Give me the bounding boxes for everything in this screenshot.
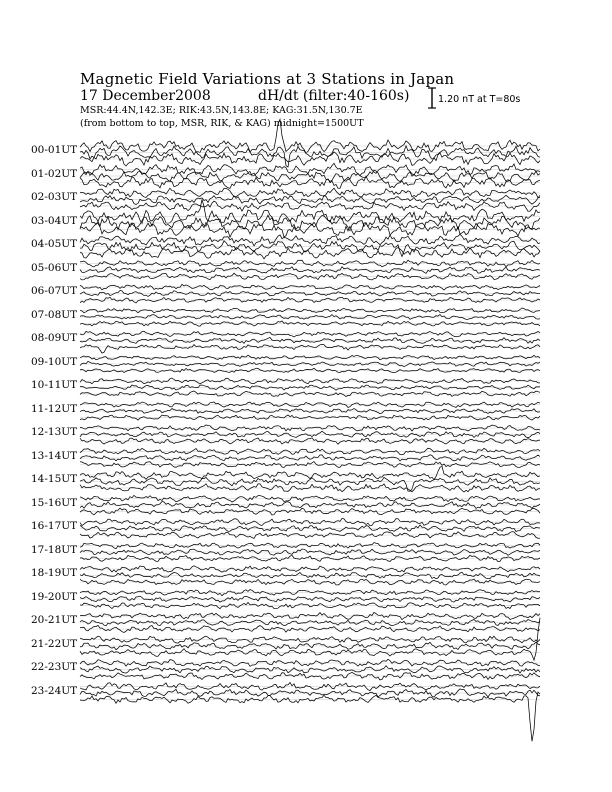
trace-msr bbox=[80, 391, 540, 397]
hour-row-label: 11-12UT bbox=[31, 402, 78, 415]
hour-row-label: 04-05UT bbox=[31, 238, 78, 250]
hour-row-label: 07-08UT bbox=[31, 308, 78, 321]
hour-row-label: 17-18UT bbox=[31, 543, 78, 556]
trace-order-note: (from bottom to top, MSR, RIK, & KAG) midnight=1500UT bbox=[80, 118, 364, 129]
trace-kag bbox=[80, 402, 540, 407]
filter-label: dH/dt (filter:40-160s) bbox=[258, 88, 410, 104]
trace-rik bbox=[80, 195, 540, 204]
hour-row-label: 23-24UT bbox=[31, 684, 78, 697]
trace-kag bbox=[80, 200, 540, 224]
hour-row-label: 08-09UT bbox=[31, 332, 78, 344]
hour-row-label: 02-03UT bbox=[31, 191, 78, 203]
hour-row-label: 03-04UT bbox=[31, 214, 78, 227]
station-coords: MSR:44.4N,142.3E; RIK:43.5N,143.8E; KAG:31.5N,130.7E bbox=[80, 105, 363, 116]
hour-row-label: 09-10UT bbox=[31, 355, 78, 368]
trace-kag bbox=[80, 119, 540, 153]
hour-row-label: 16-17UT bbox=[31, 520, 78, 532]
hour-row-label: 22-23UT bbox=[31, 661, 78, 673]
hour-row-label: 01-02UT bbox=[31, 167, 78, 180]
hour-row-label: 00-01UT bbox=[31, 144, 78, 156]
trace-rik bbox=[80, 525, 540, 532]
hour-row-label: 15-16UT bbox=[31, 496, 78, 509]
hour-row-label: 12-13UT bbox=[31, 426, 78, 438]
hour-row-label: 13-14UT bbox=[31, 449, 78, 462]
trace-kag bbox=[80, 495, 540, 502]
scale-label: 1.20 nT at T=80s bbox=[438, 94, 521, 105]
hour-row-label: 06-07UT bbox=[31, 285, 78, 297]
trace-msr bbox=[80, 344, 540, 353]
trace-msr bbox=[80, 297, 540, 303]
hour-row-label: 19-20UT bbox=[31, 590, 78, 603]
trace-kag bbox=[80, 467, 540, 480]
hour-row-label: 10-11UT bbox=[31, 379, 78, 391]
hour-row-label: 20-21UT bbox=[31, 614, 78, 626]
hour-row-label: 14-15UT bbox=[31, 473, 78, 485]
hour-row-label: 18-19UT bbox=[31, 567, 78, 579]
hour-row-label: 21-22UT bbox=[31, 637, 78, 650]
scale-bar bbox=[428, 88, 436, 108]
chart-date: 17 December2008 bbox=[80, 88, 211, 104]
chart-title: Magnetic Field Variations at 3 Stations in Japan bbox=[80, 70, 455, 88]
hour-row-label: 05-06UT bbox=[31, 261, 78, 274]
